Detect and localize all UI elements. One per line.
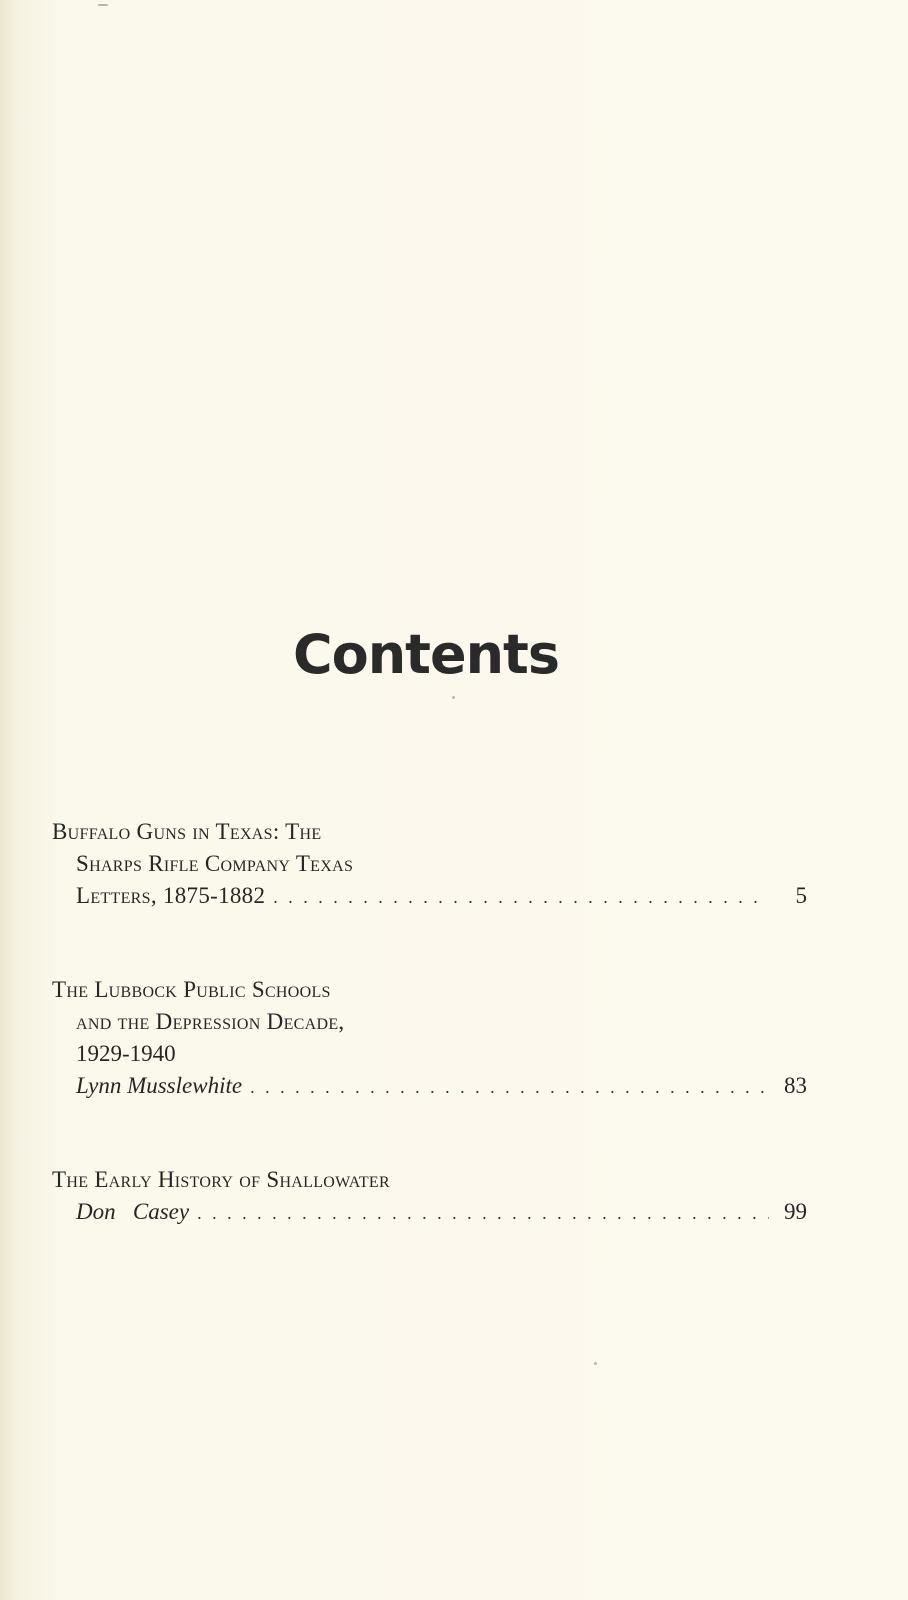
toc-entry-title-line: and the Depression Decade,: [76, 1009, 345, 1034]
dot-leader: [250, 1071, 769, 1103]
toc-entry-shallowater[interactable]: [52, 1164, 807, 1229]
toc-leader-line: [52, 880, 807, 913]
toc-entry-lubbock-schools[interactable]: [52, 974, 807, 1103]
toc-leader-line: [52, 1196, 807, 1229]
paper-speck: [594, 1362, 597, 1365]
toc-entry-title-line: The Lubbock Public Schools: [52, 977, 331, 1002]
toc-entry-author: Lynn Musslewhite: [76, 1073, 243, 1098]
page-title: Contents: [292, 623, 559, 686]
toc-entry-buffalo-guns[interactable]: [52, 816, 807, 913]
toc-leader-line: [52, 1070, 807, 1103]
dot-leader: [273, 881, 769, 913]
paper-speck: [98, 4, 108, 6]
toc-entry-title-line: Buffalo Guns in Texas: The: [52, 819, 322, 844]
paper-speck: [452, 696, 455, 699]
toc-entry-author: Don Casey: [76, 1199, 190, 1224]
dot-leader: [197, 1197, 769, 1229]
page-number: 5: [795, 883, 807, 908]
page-number: 83: [784, 1073, 807, 1098]
toc-entry-title-line: 1929-1940: [76, 1041, 176, 1066]
page-number: 99: [784, 1199, 807, 1224]
toc-entry-title-line: The Early History of Shallowater: [52, 1167, 390, 1192]
toc-entry-title-line: Sharps Rifle Company Texas: [76, 851, 354, 876]
toc-entry-title-line: Letters, 1875-1882: [76, 883, 266, 908]
